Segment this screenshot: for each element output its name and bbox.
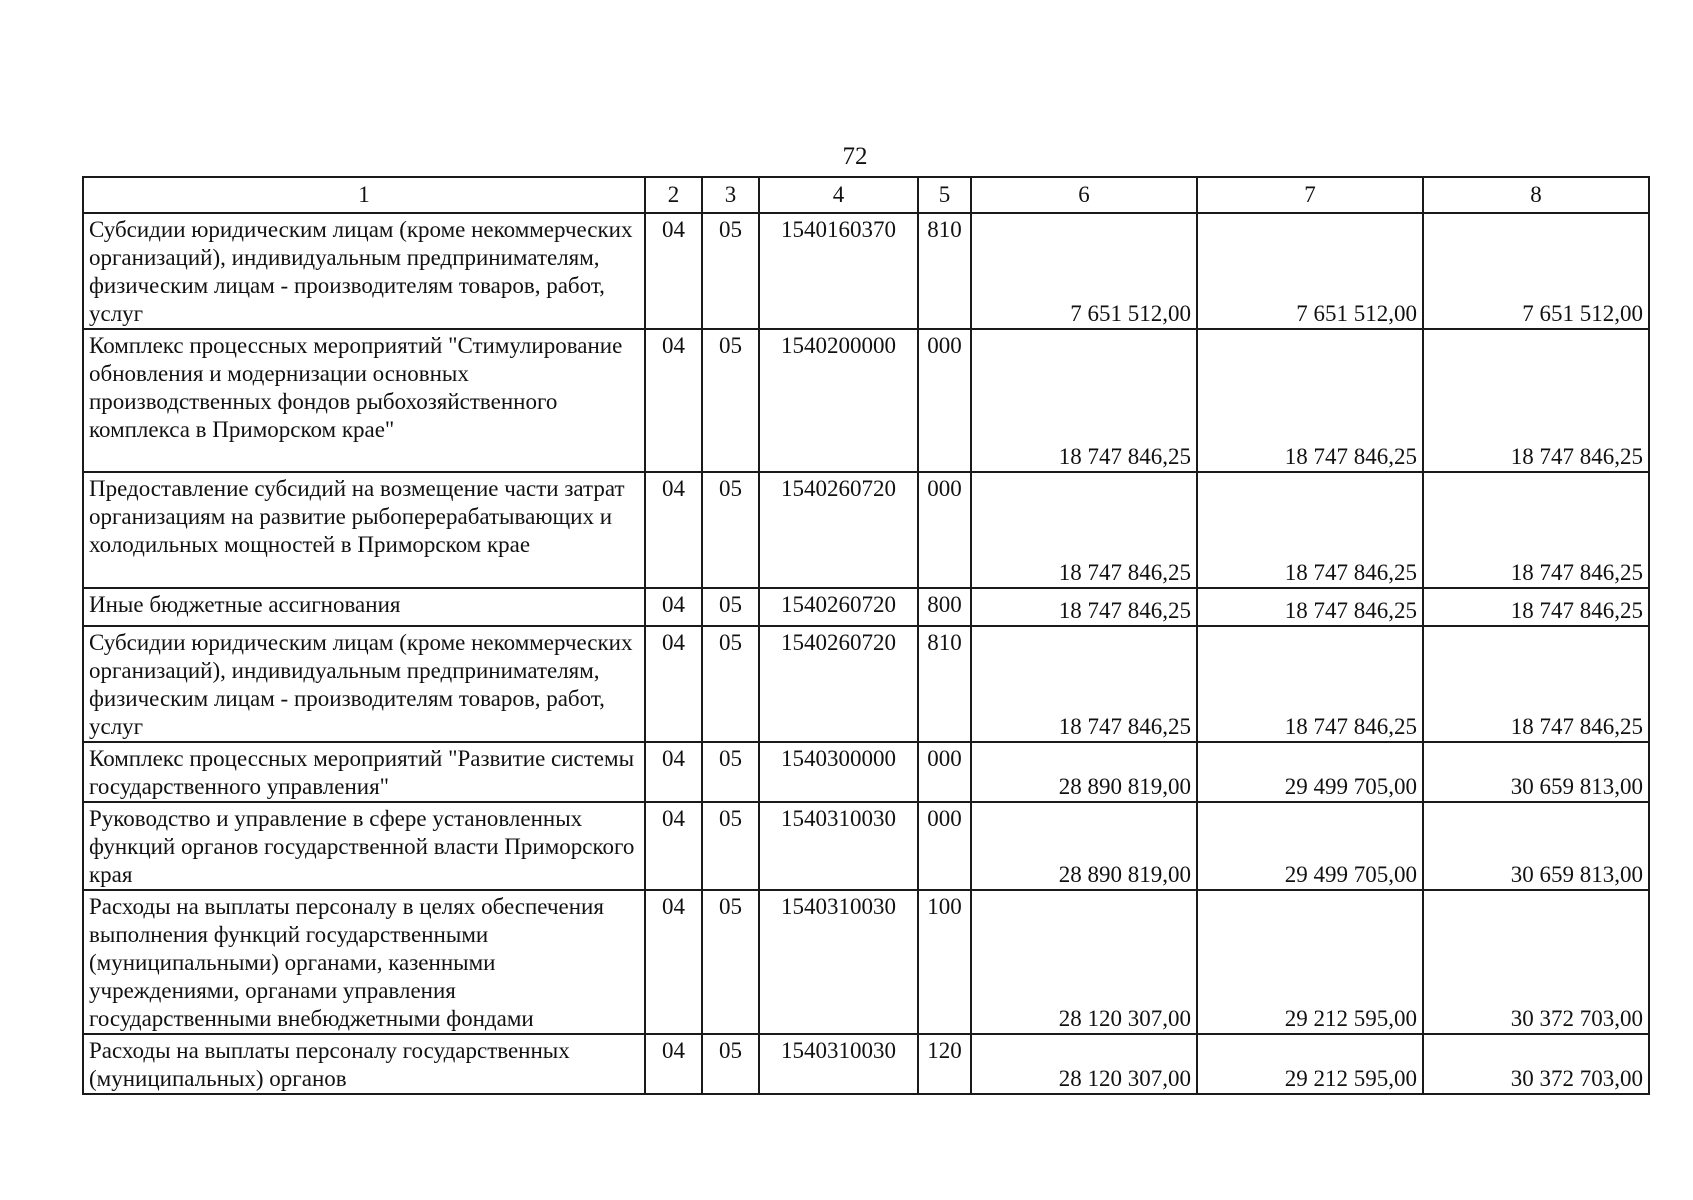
amount-col7: 29 499 705,00 [1197, 802, 1423, 890]
budget-table [82, 176, 1650, 1095]
table-row [83, 588, 1649, 626]
target-article-code: 1540260720 [759, 472, 918, 588]
expense-name: Расходы на выплаты персоналу в целях обеспечения выполнения функций государственными (муниципальными) органами, казенными учреждениями, органами управления государственными внебюджетными фондами [83, 890, 645, 1034]
expense-name: Руководство и управление в сфере установленных функций органов государственной власти Приморского края [83, 802, 645, 890]
expense-name: Комплекс процессных мероприятий "Стимулирование обновления и модернизации основных производственных фондов рыбохозяйственного комплекса в Приморском крае" [83, 329, 645, 472]
section-code: 04 [645, 1034, 702, 1094]
page-number: 72 [842, 143, 868, 170]
subsection-code: 05 [702, 890, 759, 1034]
header-cell: 4 [759, 177, 918, 213]
amount-col7: 29 212 595,00 [1197, 1034, 1423, 1094]
expense-type-code: 000 [918, 802, 971, 890]
amount-col7: 18 747 846,25 [1197, 626, 1423, 742]
amount-col6: 7 651 512,00 [971, 213, 1197, 329]
section-code: 04 [645, 742, 702, 802]
target-article-code: 1540310030 [759, 1034, 918, 1094]
amount-col6: 18 747 846,25 [971, 626, 1197, 742]
section-code: 04 [645, 213, 702, 329]
amount-col7: 18 747 846,25 [1197, 472, 1423, 588]
table-row [83, 213, 1649, 329]
expense-name: Субсидии юридическим лицам (кроме некоммерческих организаций), индивидуальным предпринимателям, физическим лицам - производителям товаров, работ, услуг [83, 626, 645, 742]
header-cell: 1 [83, 177, 645, 213]
amount-col8: 18 747 846,25 [1423, 329, 1649, 472]
table-row [83, 472, 1649, 588]
section-code: 04 [645, 890, 702, 1034]
amount-col6: 18 747 846,25 [971, 588, 1197, 626]
expense-name: Иные бюджетные ассигнования [83, 588, 645, 626]
amount-col7: 18 747 846,25 [1197, 588, 1423, 626]
section-code: 04 [645, 802, 702, 890]
expense-name: Комплекс процессных мероприятий "Развитие системы государственного управления" [83, 742, 645, 802]
amount-col6: 28 890 819,00 [971, 742, 1197, 802]
table-row [83, 1034, 1649, 1094]
amount-col7: 29 212 595,00 [1197, 890, 1423, 1034]
subsection-code: 05 [702, 742, 759, 802]
subsection-code: 05 [702, 802, 759, 890]
subsection-code: 05 [702, 329, 759, 472]
header-cell: 7 [1197, 177, 1423, 213]
table-row [83, 890, 1649, 1034]
target-article-code: 1540260720 [759, 588, 918, 626]
amount-col8: 30 372 703,00 [1423, 1034, 1649, 1094]
table-row [83, 626, 1649, 742]
header-cell: 8 [1423, 177, 1649, 213]
subsection-code: 05 [702, 1034, 759, 1094]
header-cell: 6 [971, 177, 1197, 213]
expense-type-code: 000 [918, 329, 971, 472]
target-article-code: 1540310030 [759, 890, 918, 1034]
amount-col8: 18 747 846,25 [1423, 472, 1649, 588]
amount-col7: 7 651 512,00 [1197, 213, 1423, 329]
header-cell: 3 [702, 177, 759, 213]
amount-col8: 7 651 512,00 [1423, 213, 1649, 329]
expense-type-code: 000 [918, 472, 971, 588]
amount-col8: 18 747 846,25 [1423, 626, 1649, 742]
expense-type-code: 810 [918, 626, 971, 742]
expense-type-code: 810 [918, 213, 971, 329]
subsection-code: 05 [702, 588, 759, 626]
header-cell: 5 [918, 177, 971, 213]
section-code: 04 [645, 329, 702, 472]
table-row [83, 802, 1649, 890]
target-article-code: 1540310030 [759, 802, 918, 890]
expense-type-code: 000 [918, 742, 971, 802]
table-row [83, 329, 1649, 472]
expense-name: Субсидии юридическим лицам (кроме некоммерческих организаций), индивидуальным предпринимателям, физическим лицам - производителям товаров, работ, услуг [83, 213, 645, 329]
target-article-code: 1540160370 [759, 213, 918, 329]
expense-name: Предоставление субсидий на возмещение части затрат организациям на развитие рыбоперерабатывающих и холодильных мощностей в Приморском крае [83, 472, 645, 588]
section-code: 04 [645, 472, 702, 588]
table-row [83, 742, 1649, 802]
amount-col8: 30 659 813,00 [1423, 802, 1649, 890]
header-row [83, 177, 1649, 213]
amount-col6: 28 120 307,00 [971, 890, 1197, 1034]
expense-type-code: 800 [918, 588, 971, 626]
section-code: 04 [645, 588, 702, 626]
target-article-code: 1540300000 [759, 742, 918, 802]
target-article-code: 1540260720 [759, 626, 918, 742]
amount-col7: 29 499 705,00 [1197, 742, 1423, 802]
amount-col7: 18 747 846,25 [1197, 329, 1423, 472]
expense-type-code: 100 [918, 890, 971, 1034]
expense-name: Расходы на выплаты персоналу государственных (муниципальных) органов [83, 1034, 645, 1094]
subsection-code: 05 [702, 626, 759, 742]
header-cell: 2 [645, 177, 702, 213]
amount-col8: 18 747 846,25 [1423, 588, 1649, 626]
subsection-code: 05 [702, 213, 759, 329]
amount-col8: 30 659 813,00 [1423, 742, 1649, 802]
amount-col6: 28 120 307,00 [971, 1034, 1197, 1094]
expense-type-code: 120 [918, 1034, 971, 1094]
section-code: 04 [645, 626, 702, 742]
subsection-code: 05 [702, 472, 759, 588]
amount-col6: 28 890 819,00 [971, 802, 1197, 890]
amount-col8: 30 372 703,00 [1423, 890, 1649, 1034]
target-article-code: 1540200000 [759, 329, 918, 472]
amount-col6: 18 747 846,25 [971, 472, 1197, 588]
amount-col6: 18 747 846,25 [971, 329, 1197, 472]
